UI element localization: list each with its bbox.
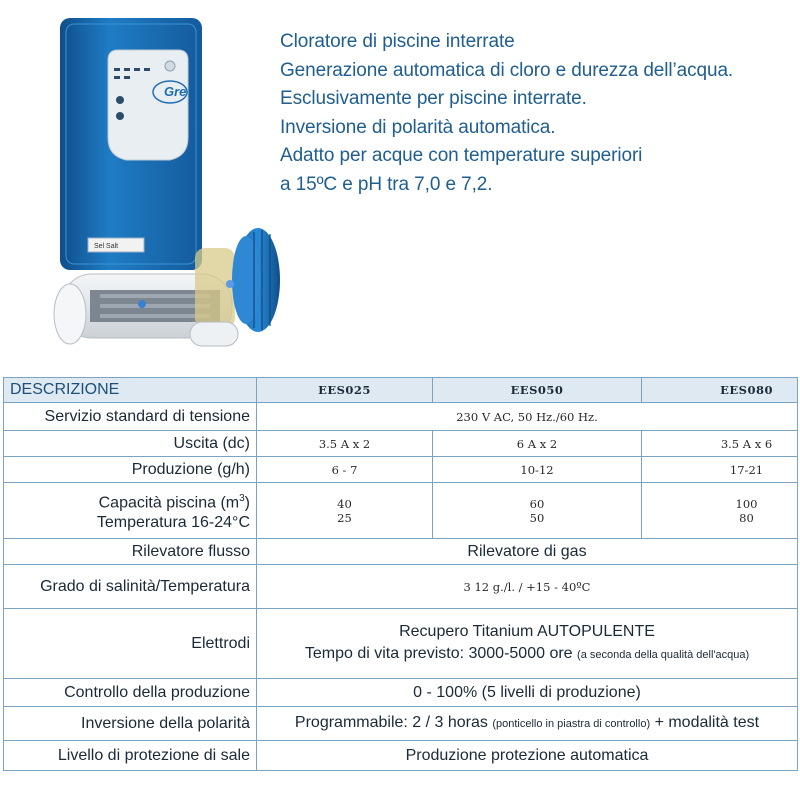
product-image — [40, 12, 290, 372]
value-output-ees080: 3.5 A x 6 — [642, 431, 798, 457]
capacity-label: Capacità piscina $(m^3)$ — [98, 493, 250, 512]
intro-line: Inversione di polarità automatica. — [280, 116, 556, 138]
row-label-control: Controllo della produzione — [4, 679, 257, 707]
row-label-capacity — [4, 483, 257, 539]
value-control: 0 - 100% (5 livelli di produzione) — [257, 679, 798, 707]
table-header-row — [4, 378, 798, 403]
value-salt: Produzione protezione automatica — [257, 741, 798, 771]
intro-line: Cloratore di piscine interrate — [280, 31, 515, 52]
intro-line: a 15ºC e pH tra 7,0 e 7,2. — [280, 173, 493, 195]
row-label-flow: Rilevatore flusso — [4, 539, 257, 565]
header-description: DESCRIZIONE — [4, 378, 257, 403]
table-row — [4, 457, 798, 483]
spec-table — [3, 377, 798, 771]
value-salinity: 3 12 g./l. / +15 - 40ºC — [257, 565, 798, 609]
value-output-ees025: 3.5 A x 2 — [257, 431, 433, 457]
chlorinator-illustration — [40, 12, 290, 372]
intro-line: Generazione automatica di cloro e durezza dell’acqua. — [280, 59, 734, 81]
value-polarity: Programmabile: 2 / 3 horas (ponticello in piastra di controllo) + modalità test — [257, 707, 798, 741]
value-production-ees025: 6 - 7 — [257, 457, 433, 483]
row-label-salt: Livello di protezione di sale — [4, 741, 257, 771]
product-description — [280, 28, 795, 199]
row-label-voltage: Servizio standard di tensione — [4, 403, 257, 431]
temperature-label: Temperatura 16-24°C — [96, 513, 250, 531]
value-production-ees080: 17-21 — [642, 457, 798, 483]
header-model-ees050: EES050 — [433, 378, 642, 403]
table-row — [4, 679, 798, 707]
value-production-ees050: 10-12 — [433, 457, 642, 483]
row-label-output: Uscita (dc) — [4, 431, 257, 457]
value-capacity-ees050: 60 50 — [433, 483, 642, 539]
value-capacity-ees025: 40 25 — [257, 483, 433, 539]
table-row — [4, 565, 798, 609]
control-unit — [60, 18, 202, 270]
row-label-salinity: Grado di salinità/Temperatura — [4, 565, 257, 609]
electrodes-line1: Recupero Titanium AUTOPULENTE — [399, 623, 655, 640]
table-row — [4, 539, 798, 565]
header-model-ees080: EES080 — [642, 378, 798, 403]
value-capacity-ees080: 100 80 — [642, 483, 798, 539]
table-row — [4, 403, 798, 431]
table-row — [4, 741, 798, 771]
table-row — [4, 609, 798, 679]
header-model-ees025: EES025 — [257, 378, 433, 403]
value-electrodes — [257, 609, 798, 679]
value-output-ees050: 6 A x 2 — [433, 431, 642, 457]
intro-line: Adatto per acque con temperature superiori — [280, 145, 643, 166]
row-label-production: Produzione (g/h) — [4, 457, 257, 483]
intro-line: Esclusivamente per piscine interrate. — [280, 88, 587, 109]
row-label-polarity: Inversione della polarità — [4, 707, 257, 741]
table-row — [4, 707, 798, 741]
value-voltage: 230 V AC, 50 Hz./60 Hz. — [257, 403, 798, 431]
brand-logo: Gre — [164, 84, 187, 99]
electrodes-line2: Tempo di vita previsto: 3000-5000 ore (a seconda della qualità dell'acqua) — [304, 645, 750, 662]
label-plate: Sel Salt — [94, 243, 119, 250]
table-row — [4, 431, 798, 457]
table-row — [4, 483, 798, 539]
value-flow: Rilevatore di gas — [257, 539, 798, 565]
row-label-electrodes: Elettrodi — [4, 609, 257, 679]
